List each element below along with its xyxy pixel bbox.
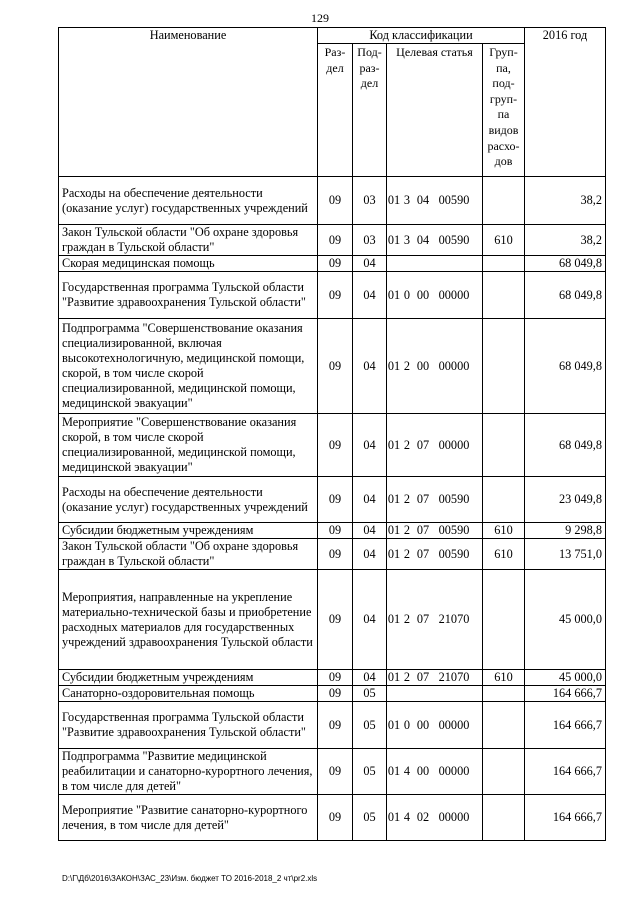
row-name: Государственная программа Тульской области "Развитие здравоохранения Тульской области"	[59, 272, 318, 319]
row-group: 610	[483, 539, 525, 570]
target-direction: 00590	[438, 232, 470, 247]
target-subprogram: 0	[403, 717, 411, 732]
target-program: 01	[387, 810, 401, 824]
target-subprogram: 2	[403, 358, 411, 373]
target-program: 01	[387, 193, 401, 207]
row-razdel: 09	[318, 539, 353, 570]
row-podrazdel: 04	[353, 272, 387, 319]
table-row	[59, 523, 606, 539]
row-podrazdel: 04	[353, 256, 387, 272]
row-group	[483, 319, 525, 414]
target-subprogram: 2	[403, 437, 411, 452]
row-podrazdel: 04	[353, 570, 387, 670]
target-direction: 00000	[438, 810, 470, 824]
row-target	[387, 539, 483, 570]
row-podrazdel: 04	[353, 414, 387, 477]
row-target	[387, 272, 483, 319]
row-amount: 68 049,8	[525, 319, 606, 414]
row-name: Мероприятие "Совершенствование оказания скорой, в том числе скорой специализированной, медицинской помощи, медицинской эвакуации"	[59, 414, 318, 477]
target-subprogram: 4	[403, 764, 411, 778]
row-amount: 38,2	[525, 225, 606, 256]
budget-table	[58, 27, 606, 841]
row-podrazdel: 05	[353, 795, 387, 841]
target-event: 00	[416, 358, 430, 373]
row-group	[483, 749, 525, 795]
table-row	[59, 256, 606, 272]
target-direction: 00000	[438, 287, 470, 302]
row-podrazdel: 05	[353, 702, 387, 749]
target-event: 04	[416, 232, 430, 247]
row-name: Расходы на обеспечение деятельности (оказание услуг) государственных учреждений	[59, 477, 318, 523]
row-podrazdel: 04	[353, 319, 387, 414]
row-name: Скорая медицинская помощь	[59, 256, 318, 272]
row-amount: 45 000,0	[525, 670, 606, 686]
target-event: 07	[416, 523, 430, 537]
file-path-footer: D:\Г\Дб\2016\ЗАКОН\ЗАС_23\Изм. бюджет ТО 2016-2018_2 чт\pr2.xls	[62, 874, 318, 883]
target-direction: 00590	[438, 193, 470, 207]
target-program: 01	[387, 287, 401, 302]
row-podrazdel: 03	[353, 177, 387, 225]
row-podrazdel: 04	[353, 539, 387, 570]
target-subprogram: 2	[403, 670, 411, 684]
row-name: Закон Тульской области "Об охране здоровья граждан в Тульской области"	[59, 539, 318, 570]
row-amount: 9 298,8	[525, 523, 606, 539]
row-group	[483, 414, 525, 477]
row-target	[387, 749, 483, 795]
table-row	[59, 570, 606, 670]
row-amount: 68 049,8	[525, 256, 606, 272]
row-name: Расходы на обеспечение деятельности (оказание услуг) государственных учреждений	[59, 177, 318, 225]
target-program: 01	[387, 523, 401, 537]
target-subprogram: 2	[403, 546, 411, 561]
row-target	[387, 414, 483, 477]
target-direction: 00000	[438, 717, 470, 732]
row-target	[387, 477, 483, 523]
row-podrazdel: 05	[353, 749, 387, 795]
row-razdel: 09	[318, 319, 353, 414]
row-name: Субсидии бюджетным учреждениям	[59, 523, 318, 539]
row-target	[387, 570, 483, 670]
target-program: 01	[387, 717, 401, 732]
target-direction: 00590	[438, 492, 470, 506]
row-razdel: 09	[318, 795, 353, 841]
table-row	[59, 319, 606, 414]
row-group	[483, 477, 525, 523]
row-razdel: 09	[318, 477, 353, 523]
target-program: 01	[387, 358, 401, 373]
target-event: 07	[416, 612, 430, 626]
target-direction: 00590	[438, 546, 470, 561]
row-amount: 68 049,8	[525, 272, 606, 319]
table-body	[59, 177, 606, 841]
table-row	[59, 177, 606, 225]
row-podrazdel: 04	[353, 670, 387, 686]
target-event: 02	[416, 810, 430, 824]
header-code: Код классификации	[318, 28, 525, 44]
target-subprogram: 2	[403, 612, 411, 626]
target-program: 01	[387, 232, 401, 247]
row-name: Подпрограмма "Развитие медицинской реабилитации и санаторно-курортного лечения, в том числе для детей"	[59, 749, 318, 795]
row-target	[387, 256, 483, 272]
row-razdel: 09	[318, 272, 353, 319]
table-row	[59, 539, 606, 570]
row-podrazdel: 03	[353, 225, 387, 256]
row-amount: 164 666,7	[525, 702, 606, 749]
row-razdel: 09	[318, 702, 353, 749]
target-program: 01	[387, 670, 401, 684]
header-podrazdel: Под- раз- дел	[353, 44, 387, 177]
row-razdel: 09	[318, 523, 353, 539]
target-subprogram: 3	[403, 193, 411, 207]
target-subprogram: 2	[403, 492, 411, 506]
row-target	[387, 319, 483, 414]
row-amount: 38,2	[525, 177, 606, 225]
target-subprogram: 0	[403, 287, 411, 302]
row-target	[387, 177, 483, 225]
row-group	[483, 256, 525, 272]
header-year: 2016 год	[525, 28, 606, 177]
target-program: 01	[387, 437, 401, 452]
target-event: 04	[416, 193, 430, 207]
row-target	[387, 795, 483, 841]
target-event: 07	[416, 437, 430, 452]
target-direction: 00000	[438, 764, 470, 778]
header-target: Целевая статья	[387, 44, 483, 177]
target-program: 01	[387, 546, 401, 561]
table-row	[59, 749, 606, 795]
table-row	[59, 795, 606, 841]
row-target	[387, 702, 483, 749]
target-event: 07	[416, 492, 430, 506]
row-name: Закон Тульской области "Об охране здоровья граждан в Тульской области"	[59, 225, 318, 256]
row-razdel: 09	[318, 177, 353, 225]
row-amount: 164 666,7	[525, 686, 606, 702]
target-subprogram: 3	[403, 232, 411, 247]
row-group	[483, 686, 525, 702]
target-event: 07	[416, 670, 430, 684]
target-direction: 00590	[438, 523, 470, 537]
row-amount: 45 000,0	[525, 570, 606, 670]
target-program: 01	[387, 612, 401, 626]
row-razdel: 09	[318, 670, 353, 686]
row-amount: 23 049,8	[525, 477, 606, 523]
table-row	[59, 702, 606, 749]
target-event: 07	[416, 546, 430, 561]
row-group	[483, 795, 525, 841]
target-event: 00	[416, 764, 430, 778]
header-name: Наименование	[59, 28, 318, 177]
row-podrazdel: 05	[353, 686, 387, 702]
row-group: 610	[483, 523, 525, 539]
header-razdel: Раз- дел	[318, 44, 353, 177]
row-group	[483, 177, 525, 225]
header-group: Груп- па, под- груп- па видов расхо- дов	[483, 44, 525, 177]
target-program: 01	[387, 764, 401, 778]
row-razdel: 09	[318, 256, 353, 272]
row-group	[483, 272, 525, 319]
row-razdel: 09	[318, 225, 353, 256]
row-razdel: 09	[318, 686, 353, 702]
row-amount: 164 666,7	[525, 749, 606, 795]
target-direction: 21070	[438, 670, 470, 684]
row-name: Государственная программа Тульской области "Развитие здравоохранения Тульской области"	[59, 702, 318, 749]
row-name: Субсидии бюджетным учреждениям	[59, 670, 318, 686]
table-row	[59, 414, 606, 477]
page-number: 129	[311, 11, 329, 25]
table-row	[59, 225, 606, 256]
target-subprogram: 2	[403, 523, 411, 537]
table-row	[59, 670, 606, 686]
target-direction: 21070	[438, 612, 470, 626]
row-group: 610	[483, 670, 525, 686]
table-row	[59, 686, 606, 702]
row-razdel: 09	[318, 570, 353, 670]
row-podrazdel: 04	[353, 523, 387, 539]
target-subprogram: 4	[403, 810, 411, 824]
row-razdel: 09	[318, 414, 353, 477]
table-row	[59, 272, 606, 319]
row-amount: 164 666,7	[525, 795, 606, 841]
row-target	[387, 670, 483, 686]
row-group	[483, 702, 525, 749]
target-direction: 00000	[438, 437, 470, 452]
target-direction: 00000	[438, 358, 470, 373]
row-razdel: 09	[318, 749, 353, 795]
row-target	[387, 686, 483, 702]
target-event: 00	[416, 717, 430, 732]
row-group: 610	[483, 225, 525, 256]
row-amount: 13 751,0	[525, 539, 606, 570]
row-name: Подпрограмма "Совершенствование оказания специализированной, включая высокотехнологичную, медицинской помощи, скорой, в том числе скорой специализированной, медицинской помощи, медицинской эвакуации"	[59, 319, 318, 414]
row-podrazdel: 04	[353, 477, 387, 523]
row-name: Мероприятие "Развитие санаторно-курортного лечения, в том числе для детей"	[59, 795, 318, 841]
row-group	[483, 570, 525, 670]
row-amount: 68 049,8	[525, 414, 606, 477]
row-name: Санаторно-оздоровительная помощь	[59, 686, 318, 702]
target-event: 00	[416, 287, 430, 302]
row-name: Мероприятия, направленные на укрепление материально-технической базы и приобретение расходных материалов для государственных учреждений здравоохранения Тульской области	[59, 570, 318, 670]
row-target	[387, 523, 483, 539]
table-row	[59, 477, 606, 523]
row-target	[387, 225, 483, 256]
target-program: 01	[387, 492, 401, 506]
